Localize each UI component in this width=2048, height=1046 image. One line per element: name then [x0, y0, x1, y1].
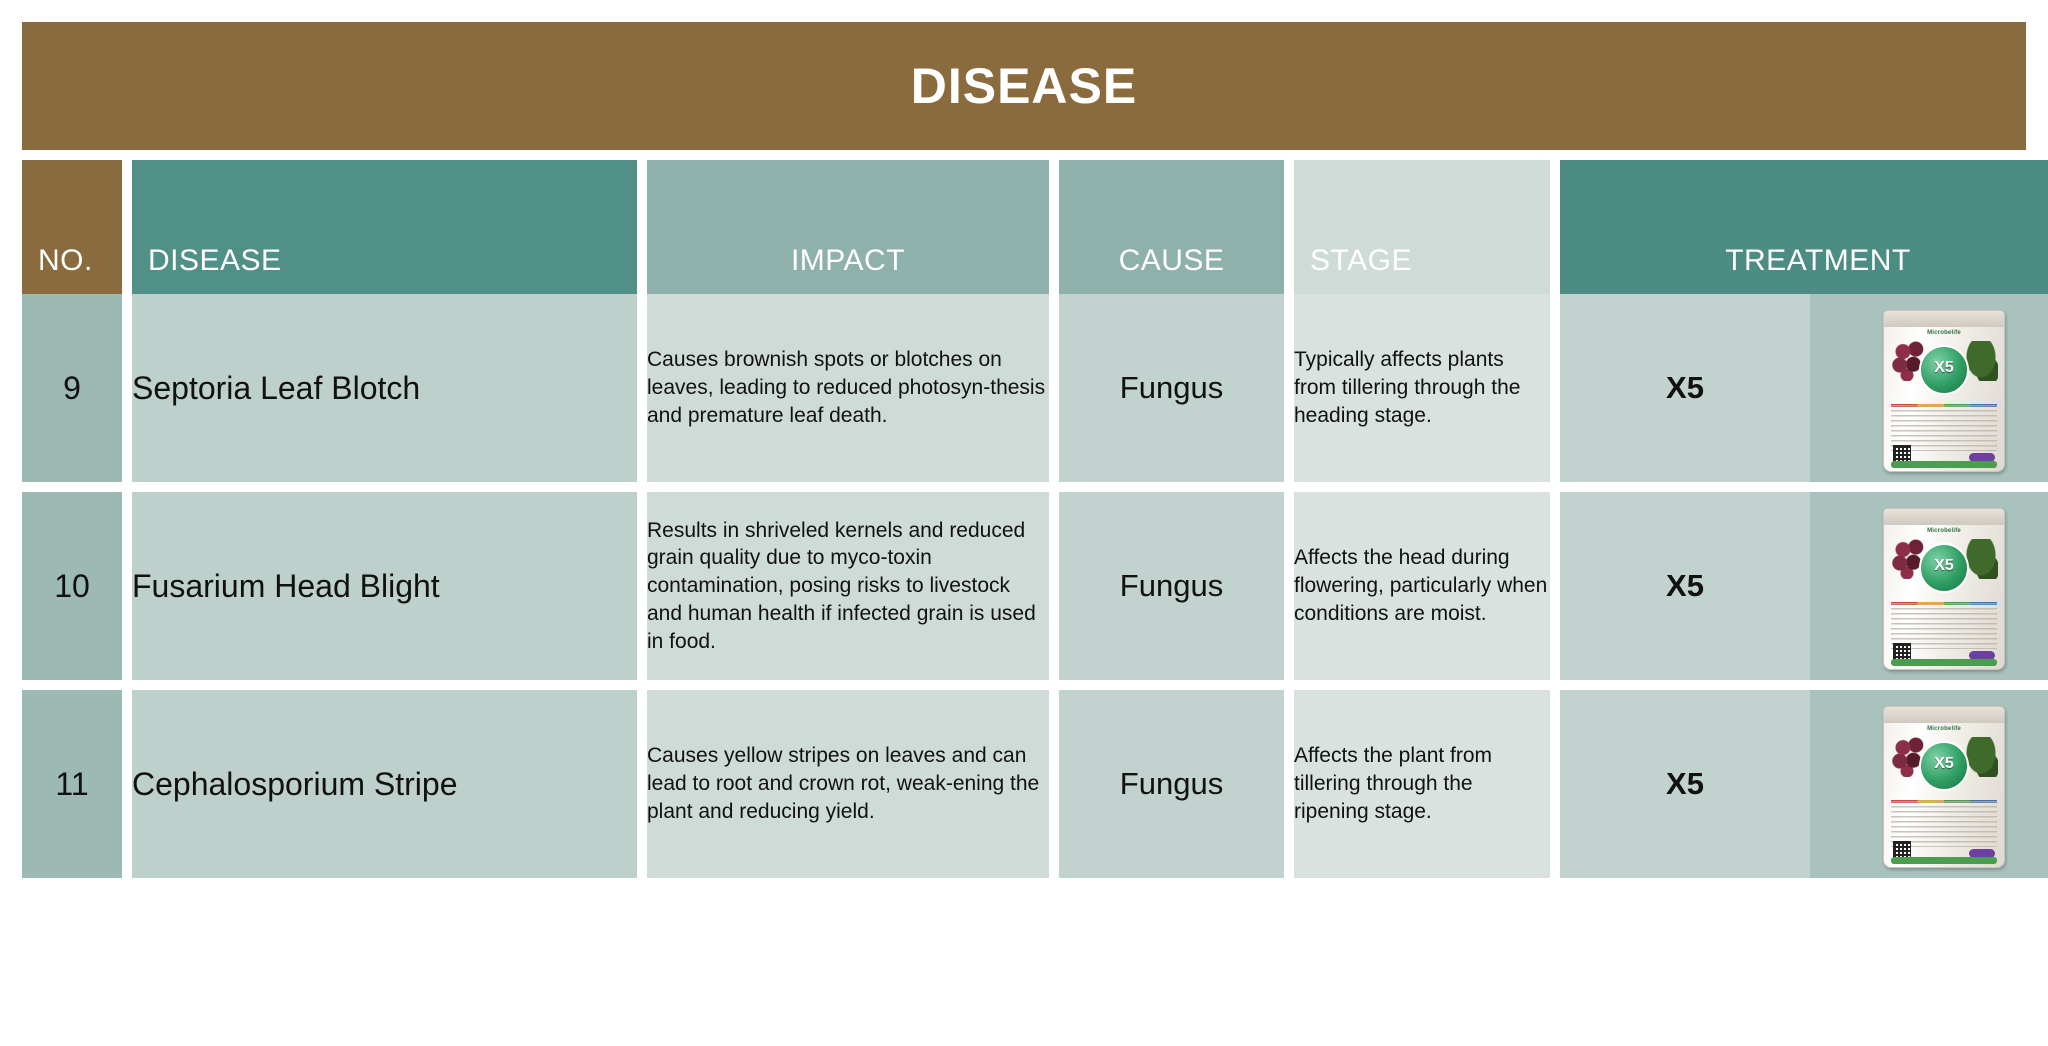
product-bag-top-seal — [1884, 311, 2004, 327]
row-cause-text: Fungus — [1059, 294, 1284, 482]
product-brand-label: Microbelife — [1927, 527, 1961, 534]
product-bag-body — [1883, 706, 2005, 868]
column-header-cause-label: CAUSE — [1118, 244, 1225, 277]
column-gap — [1550, 294, 1560, 482]
leaf-icon — [1964, 737, 1998, 777]
row-disease-name: Septoria Leaf Blotch — [132, 294, 637, 482]
row-impact-text: Causes brownish spots or blotches on leaves, leading to reduced photosyn-thesis and premature leaf death. — [647, 294, 1049, 482]
product-bottom-strip — [1891, 461, 1997, 468]
row-treatment-product-image — [1810, 492, 2048, 680]
column-gap — [122, 690, 132, 878]
row-gap — [22, 482, 2048, 492]
page-title: DISEASE — [910, 58, 1138, 114]
product-bag-icon — [1879, 696, 2007, 868]
product-brand-label: Microbelife — [1927, 725, 1961, 732]
row-cause-text: Fungus — [1059, 690, 1284, 878]
column-header-stage — [1294, 160, 1550, 294]
product-bag-body — [1883, 310, 2005, 472]
column-gap — [1550, 690, 1560, 878]
row-treatment-product-image — [1810, 690, 2048, 878]
column-gap — [1049, 492, 1059, 680]
column-gap — [122, 492, 132, 680]
product-bag-top-seal — [1884, 707, 2004, 723]
table-header-row — [22, 160, 2048, 294]
row-disease-name: Cephalosporium Stripe — [132, 690, 637, 878]
column-header-no — [22, 160, 122, 294]
column-header-treatment-label: TREATMENT — [1725, 244, 1911, 277]
disease-table — [22, 160, 2048, 878]
column-header-disease-label: DISEASE — [148, 244, 282, 277]
column-gap — [1049, 690, 1059, 878]
column-header-stage-label: STAGE — [1310, 244, 1412, 277]
row-treatment-label: X5 — [1560, 690, 1810, 878]
column-header-impact — [647, 160, 1049, 294]
column-header-disease — [132, 160, 637, 294]
column-gap — [1550, 160, 1560, 294]
column-gap — [637, 294, 647, 482]
column-gap — [637, 160, 647, 294]
row-disease-name: Fusarium Head Blight — [132, 492, 637, 680]
product-bottom-strip — [1891, 659, 1997, 666]
leaf-icon — [1964, 341, 1998, 381]
qr-code-icon — [1893, 445, 1911, 463]
column-gap — [1049, 160, 1059, 294]
row-treatment-label: X5 — [1560, 492, 1810, 680]
leaf-icon — [1964, 539, 1998, 579]
table-row — [22, 294, 2048, 482]
column-header-cause — [1059, 160, 1284, 294]
column-gap — [637, 492, 647, 680]
qr-code-icon — [1893, 841, 1911, 859]
column-gap — [122, 294, 132, 482]
column-gap — [1049, 294, 1059, 482]
product-brand-label: Microbelife — [1927, 329, 1961, 336]
row-stage-text: Typically affects plants from tillering through the heading stage. — [1294, 294, 1550, 482]
column-gap — [1550, 492, 1560, 680]
product-bag-body — [1883, 508, 2005, 670]
product-bag-top-seal — [1884, 509, 2004, 525]
row-cause-text: Fungus — [1059, 492, 1284, 680]
product-name-label: X5 — [1934, 556, 1954, 574]
row-impact-text: Causes yellow stripes on leaves and can lead to root and crown rot, weak-ening the plant and reducing yield. — [647, 690, 1049, 878]
table-row — [22, 690, 2048, 878]
column-gap — [1284, 492, 1294, 680]
page-title-banner — [22, 22, 2026, 150]
product-bag-icon — [1879, 300, 2007, 472]
qr-code-icon — [1893, 643, 1911, 661]
row-treatment-label: X5 — [1560, 294, 1810, 482]
product-name-label: X5 — [1934, 754, 1954, 772]
column-header-no-label: NO. — [38, 244, 93, 277]
column-header-impact-label: IMPACT — [790, 244, 906, 277]
row-stage-text: Affects the head during flowering, particularly when conditions are moist. — [1294, 492, 1550, 680]
column-gap — [1284, 294, 1294, 482]
row-number: 10 — [22, 492, 122, 680]
row-gap — [22, 680, 2048, 690]
row-number: 9 — [22, 294, 122, 482]
product-bottom-strip — [1891, 857, 1997, 864]
column-gap — [1284, 160, 1294, 294]
row-stage-text: Affects the plant from tillering through the ripening stage. — [1294, 690, 1550, 878]
row-impact-text: Results in shriveled kernels and reduced grain quality due to myco-toxin contamination, posing risks to livestock and human health if infected grain is used in food. — [647, 492, 1049, 680]
table-row — [22, 492, 2048, 680]
column-gap — [637, 690, 647, 878]
row-number: 11 — [22, 690, 122, 878]
product-bag-icon — [1879, 498, 2007, 670]
column-gap — [122, 160, 132, 294]
column-gap — [1284, 690, 1294, 878]
product-name-label: X5 — [1934, 358, 1954, 376]
column-header-treatment — [1560, 160, 2048, 294]
row-treatment-product-image — [1810, 294, 2048, 482]
